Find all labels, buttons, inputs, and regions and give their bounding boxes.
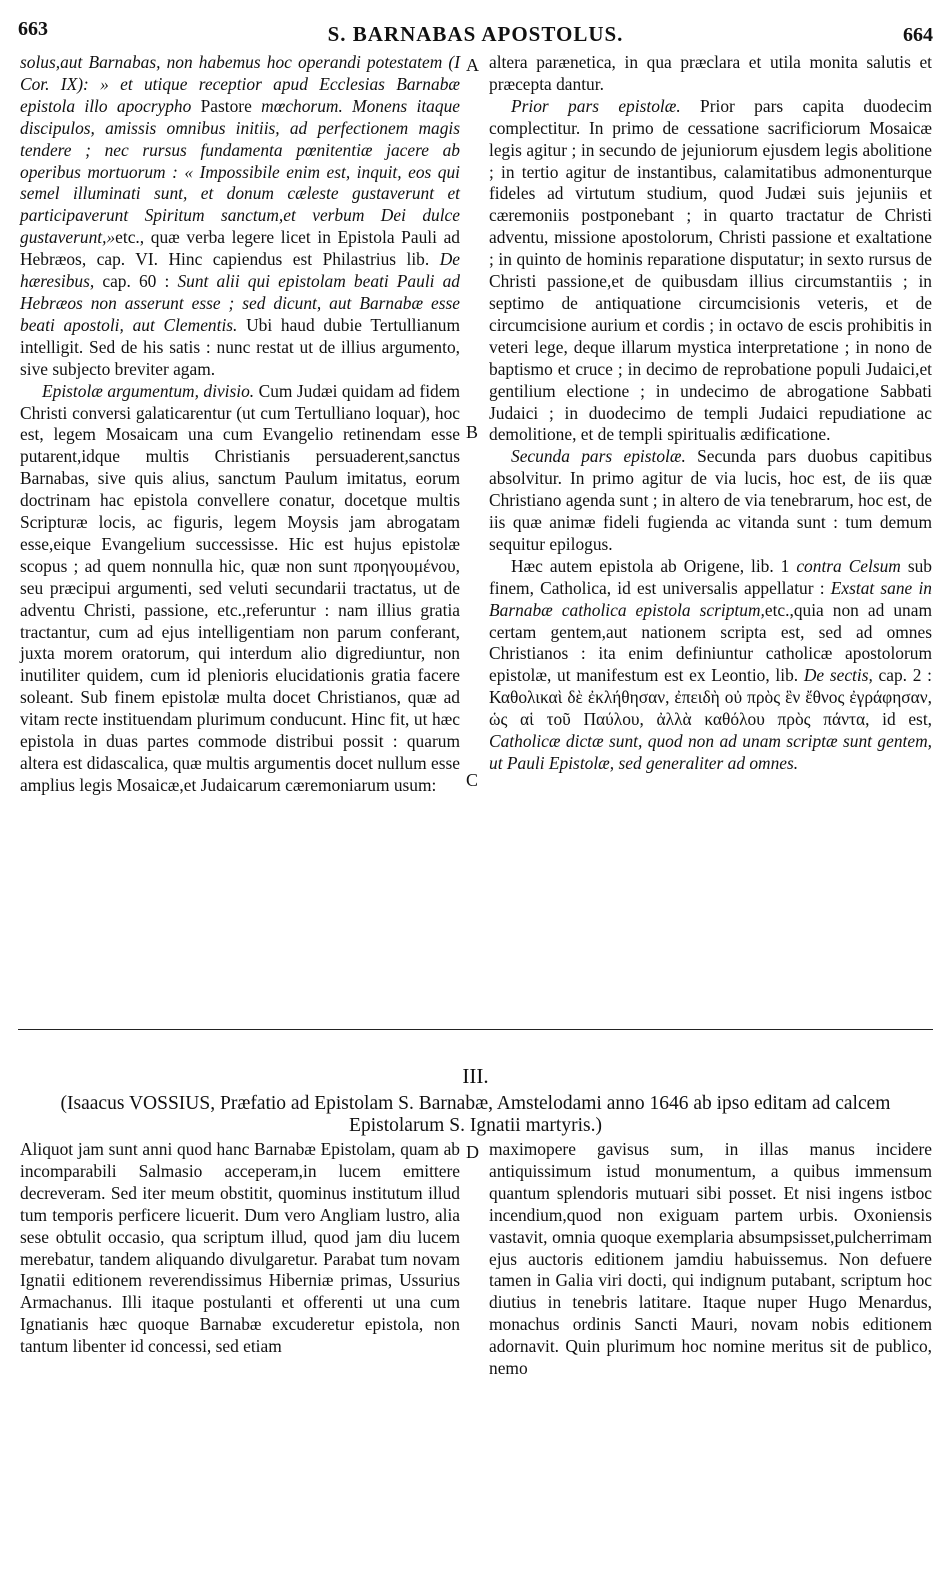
section-title: (Isaacus VOSSIUS, Præfatio ad Epistolam S. Barnabæ, Amstelodami anno 1646 ab ipso editam ad calcem Epistolarum S. Ignatii martyris.) (60, 1093, 891, 1136)
page-number-left: 663 (18, 18, 48, 40)
italic-run: contra Celsum (796, 555, 901, 576)
paragraph (20, 381, 460, 797)
page-number-right: 664 (903, 24, 933, 46)
italic-run: Exstat sane in Barnabæ catholica epistola scriptum, (489, 577, 932, 620)
margin-marker-c: C (466, 770, 479, 790)
running-title: S. BARNABAS APOSTOLUS. (327, 22, 624, 46)
text-run: cap. 60 : (94, 271, 178, 292)
text-run: Aliquot jam sunt anni quod hanc Barnabæ Epistolam, quam ab incomparabili Salmasio acceperam,in lucem emittere decreveram. Sed iter meum obstitit, quominus institutum illud tum temporis perficere licuerit. Dum vero Angliam lustro, alia sese obtulit occasio, qua scriptum illud, quod jam diu lucem merebatur, tandem aliquando divulgaretur. Parabat tum novam Ignatii editionem reverendissimus Hiberniæ primas, Ussurius Armachanus. Illi itaque postulanti et offerenti ut una cum Ignatianis hæc quoque Barnabæ excuderetur epistola, non tantum libenter id concessi, sed etiam (20, 1139, 460, 1357)
paragraph (489, 96, 932, 447)
section-number: III. (462, 1064, 489, 1088)
text-run: Prior pars capita duodecim complectitur. In primo de cessatione sacrificiorum Mosaicæ legis agitur ; in secundo de jejuniorum ejusdem legis abolitione ; in tertio agitur de instantibus, calamitatibus admonenturque fideles ad virtutum studium, quod Judæi suis jejuniis et cæremoniis postponebant ; in quarto tractatur de Christi adventu, missione apostolorum, Christi passione et exaltatione ; in quinto de hominis reparatione disputatur; in sexto rursus de Christi passione,et de quibusdam illius circumstantiis ; in septimo de antiquatione circumcisionis veteris, et de circumcisione aurium et cordis ; in octavo de escis prohibitis in veteri lege, deque illarum mystica interpretatione ; in nono de baptismo et cruce ; in decimo de reprobatione populi Judaici,et gentilium electione ; in undecimo de abrogatione Sabbati Judaici ; in duodecimo de templi Judaici repudiatione ac demolitione, et de templi spiritualis ædificatione. (489, 95, 932, 445)
text-run: Ubi haud dubie Tertullianum intelligit. Sed de his satis : nunc restat ut de illius argumento, sive subjecto breviter agam. (20, 314, 460, 379)
text-run: maximopere gavisus sum, in illas manus incidere antiquissimum istud monumentum, a quibus immensum quantum splendoris mutuari sibi posset. Et nisi ingens istboc incendium,quod non exiguam partem urbis. Oxoniensis vastavit, omnia quoque exemplaria absumpsisset,pulcherrimam ejus auctoris editionem jamdiu habuissemus. Non defuere tamen in Galia viri docti, qui indignum putabant, scriptum hoc diutius in tenebris latitare. Itaque nuper Hugo Menardus, monachus ordinis Sancti Mauri, novam nobis editionem adornavit. Quin plurimum hoc nomine meritus sit de publico, nemo (489, 1139, 932, 1379)
italic-run: Prior pars epistolæ. (511, 95, 681, 116)
text-run: Cum Judæi quidam ad fidem Christi conversi galaticarentur (ut cum Tertulliano loquar), hoc est, legem Mosaicam una cum Evangelio retinendam esse putarent,idque multis Christianis persuaderent,sanctus Barnabas, sive quis alius, sanctum Paulum imitatus, eorum doctrinam hac epistola convellere conatur, docetque multis Scripturæ locis, ac figuris, legem Moysis jam abrogatam esse,eique Evangelium successisse. Hic est hujus epistolæ scopus ; ad quem nonnulla hic, quæ non sunt προηγουμένου, seu præcipui argumenti, sed veluti secundarii tractatus, ut de adventu Christi, passione, etc.,referuntur : nam illius gratia tractantur, cum ad ejus intelligentiam non parum conferant, juxta morem oratorum, qui interdum alio digrediuntur, non inutiliter quidem, cum id plenioris elucidationis gratia facere soleant. Sub finem epistolæ multa docet Christianos, quæ ad vitam recte instituendam plurimum conducunt. Hinc fit, ut hæc epistola in duas partes commode distribui possit : quarum altera est didascalica, quæ multis argumentis docet nullum esse amplius legis Mosaicæ,et Judaicarum cæremoniarum usum: (20, 380, 461, 795)
italic-run: Secunda pars epistolæ. (511, 446, 686, 467)
paragraph (20, 1139, 460, 1358)
italic-run: solus,aut Barnabas, non habemus hoc operandi potestatem (I Cor. IX): » et utique receptior apud Ecclesias Barnabæ epistola illo apocrypho (20, 52, 460, 116)
italic-run: mœchorum. Monens itaque discipulos, amissis omnibus initiis, ad perfectionem magis tendere ; nec rursus fundamenta pœnitentiæ jacere ab operibus mortuorum : « Impossibile enim est, inquit, eos qui semel illuminati sunt, et donum cæleste gustaverunt et participaverunt Spiritum sanctum,et verbum Dei dulce gustaverunt,» (20, 95, 460, 248)
upper-left-column (20, 52, 460, 797)
paragraph (489, 52, 932, 96)
text-run: etc., quæ verba legere licet in Epistola Pauli ad Hebræos, cap. VI. Hinc capiendus est Philastrius lib. (20, 227, 460, 270)
text-run: Pastore (200, 95, 262, 116)
margin-marker-a: A (466, 55, 479, 75)
text-run: altera parænetica, in qua præclara et utila monita salutis et præcepta dantur. (489, 52, 932, 94)
section-divider (18, 1029, 933, 1030)
italic-run: De sectis, (803, 665, 873, 686)
text-run: sub finem, Catholica, id est universalis appellatur : (489, 555, 932, 598)
text-run: Secunda pars duobus capitibus absolvitur. In primo agitur de via lucis, hoc est, de iis quæ Christiano agenda sunt ; in altero de via tenebrarum, hoc est, de iis quæ animæ fideli fugienda ac vitanda sunt : tum demum sequitur epilogus. (489, 446, 933, 554)
margin-marker-b: B (466, 422, 479, 442)
paragraph (489, 556, 932, 775)
paragraph (20, 52, 460, 381)
lower-left-column (20, 1139, 460, 1358)
italic-run: De hæresibus, (20, 249, 460, 292)
paragraph (489, 446, 932, 556)
italic-run: Sunt alii qui epistolam beati Pauli ad Hebræos non asserunt esse ; sed dicunt, aut Barnabæ esse beati apostoli, aut Clementis. (20, 271, 460, 335)
running-header (18, 18, 933, 48)
text-run: etc.,quia non ad unam certam gentem,aut nationem scripta est, sed ad omnes Christianos : ita enim definiuntur catholicæ apostolorum epistolæ, ut manifestum est ex Leontio, lib. (489, 599, 932, 686)
margin-marker-d: D (466, 1142, 479, 1162)
text-run: Hæc autem epistola ab Origene, lib. 1 (511, 555, 797, 576)
italic-run: Epistolæ argumentum, divisio. (42, 380, 255, 401)
paragraph (489, 1139, 932, 1380)
italic-run: Catholicæ dictæ sunt, quod non ad unam scriptæ sunt gentem, ut Pauli Epistolæ, sed generaliter ad omnes. (489, 731, 932, 773)
text-run: cap. 2 : Καθολικαὶ δὲ ἐκλήθησαν, ἐπειδὴ οὐ πρὸς ἓν ἔθνος ἐγράφησαν, ὡς αἱ τοῦ Παύλου, ἀλλὰ καθόλου πρὸς πάντα, id est, (489, 665, 932, 730)
upper-right-column (489, 52, 932, 775)
lower-right-column (489, 1139, 932, 1380)
